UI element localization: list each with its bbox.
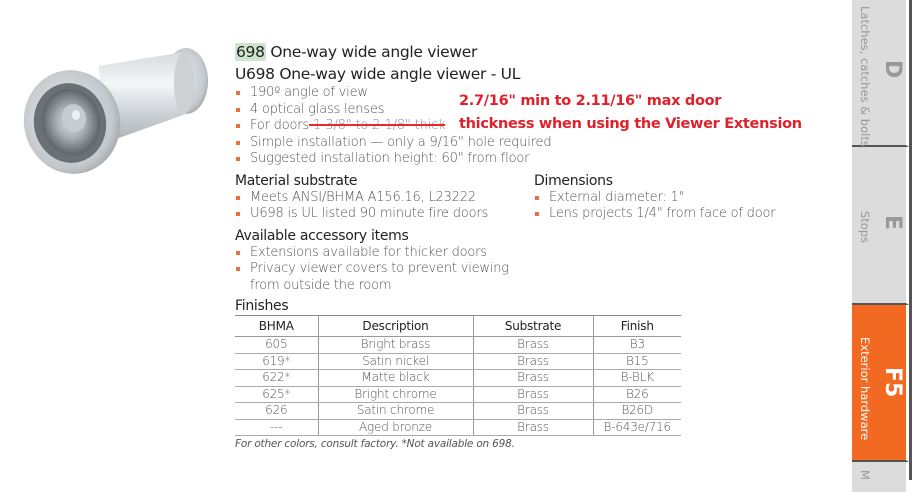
product-title — [235, 41, 835, 63]
product-title-text: One-way wide angle viewer — [265, 43, 478, 61]
product-photo-door-viewer — [14, 36, 224, 181]
feature-item: Simple installation — only a 9/16" hole required — [235, 135, 565, 152]
column-header-description: Description — [318, 316, 473, 337]
cell-description: Aged bronze — [318, 419, 473, 436]
table-row — [235, 370, 681, 387]
tab-label: M — [858, 470, 872, 480]
cell-finish: B26D — [593, 403, 681, 420]
cell-bhma: 619* — [235, 353, 318, 370]
column-header-finish: Finish — [593, 316, 681, 337]
annotation-line-1: 2.7/16" min to 2.11/16" max door — [459, 93, 722, 109]
tab-section-next[interactable] — [852, 462, 909, 492]
finishes-table — [235, 315, 681, 436]
tab-label: Latches, catches & bolts — [858, 6, 872, 147]
table-row — [235, 337, 681, 354]
cell-description: Satin chrome — [318, 403, 473, 420]
tab-label: Stops — [858, 211, 872, 244]
tab-letter: F5 — [880, 367, 905, 398]
cell-bhma: 625* — [235, 386, 318, 403]
cell-substrate: Brass — [473, 386, 593, 403]
cell-bhma: 622* — [235, 370, 318, 387]
table-row — [235, 386, 681, 403]
feature-item: 190º angle of view — [235, 85, 565, 102]
cell-description: Satin nickel — [318, 353, 473, 370]
finishes-heading: Finishes — [235, 298, 289, 314]
accessories-heading: Available accessory items — [235, 227, 409, 244]
material-item: U698 is UL listed 90 minute fire doors — [235, 206, 534, 223]
cell-substrate: Brass — [473, 403, 593, 420]
tab-section-e[interactable] — [852, 147, 909, 305]
cell-bhma: 605 — [235, 337, 318, 354]
feature-item: Suggested installation height: 60" from floor — [235, 151, 565, 168]
material-substrate-section — [235, 172, 534, 223]
section-tabs — [852, 0, 912, 480]
cell-substrate: Brass — [473, 353, 593, 370]
tab-section-d[interactable] — [852, 0, 909, 147]
product-subtitle: U698 One-way wide angle viewer - UL — [235, 65, 521, 83]
annotation-line-2: thickness when using the Viewer Extension — [459, 116, 802, 132]
cell-description: Bright chrome — [318, 386, 473, 403]
table-row — [235, 353, 681, 370]
feature-item: 4 optical glass lenses — [235, 102, 565, 119]
material-dimensions-row — [235, 172, 835, 223]
feature-prefix: For doors — [250, 118, 309, 133]
cell-substrate: Brass — [473, 337, 593, 354]
cell-bhma: --- — [235, 419, 318, 436]
dimensions-heading: Dimensions — [534, 172, 613, 189]
accessory-item: Extensions available for thicker doors — [235, 245, 535, 262]
table-header-row — [235, 316, 681, 337]
tab-letter: E — [880, 215, 905, 231]
dimensions-section — [534, 172, 834, 223]
cell-finish: B-BLK — [593, 370, 681, 387]
dimensions-list — [534, 190, 834, 223]
table-row — [235, 419, 681, 436]
cell-finish: B3 — [593, 337, 681, 354]
accessory-item: Privacy viewer covers to prevent viewing from outside the room — [235, 261, 535, 294]
tab-label: Exterior hardware — [858, 337, 872, 441]
tab-section-f5-active[interactable] — [852, 305, 909, 462]
material-heading: Material substrate — [235, 172, 358, 189]
accessories-section — [235, 227, 535, 295]
cell-description: Bright brass — [318, 337, 473, 354]
cell-finish: B15 — [593, 353, 681, 370]
finishes-section — [235, 297, 835, 450]
cell-substrate: Brass — [473, 370, 593, 387]
tab-letter: D — [880, 60, 905, 79]
material-list — [235, 190, 534, 223]
cell-finish: B26 — [593, 386, 681, 403]
finishes-footnote: For other colors, consult factory. *Not available on 698. — [235, 438, 515, 450]
dimension-item: External diameter: 1" — [534, 190, 834, 207]
cell-description: Matte black — [318, 370, 473, 387]
dimension-item: Lens projects 1/4" from face of door — [534, 206, 834, 223]
material-item: Meets ANSI/BHMA A156.16, L23222 — [235, 190, 534, 207]
model-number-highlight: 698 — [236, 43, 265, 61]
table-row — [235, 403, 681, 420]
column-header-substrate: Substrate — [473, 316, 593, 337]
door-thickness-annotation — [459, 90, 802, 136]
column-header-bhma: BHMA — [235, 316, 318, 337]
cell-finish: B-643e/716 — [593, 419, 681, 436]
cell-bhma: 626 — [235, 403, 318, 420]
cell-substrate: Brass — [473, 419, 593, 436]
struck-out-text: 1-3/8" to 2-1/8" thick — [308, 118, 446, 133]
accessories-list — [235, 245, 535, 295]
